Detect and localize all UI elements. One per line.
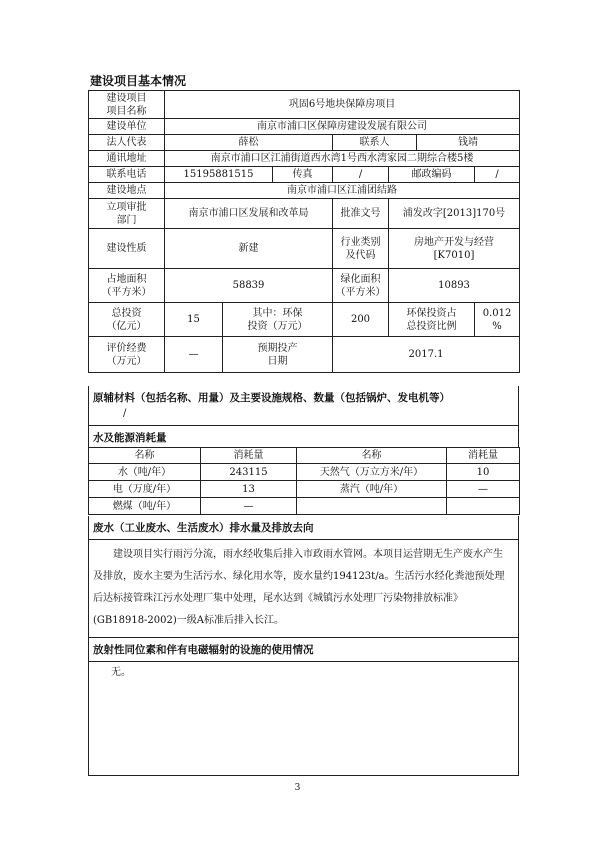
value-project-name: 巩固6号地块保障房项目 (165, 91, 520, 119)
materials-heading: 原辅材料（包括名称、用量）及主要设施规格、数量（包括锅炉、发电机等） (93, 392, 450, 404)
label-contact: 联系人 (333, 135, 417, 151)
wastewater-block (88, 516, 519, 638)
value-approval-dept: 南京市浦口区发展和改革局 (165, 199, 333, 229)
value-legal: 薛松 (165, 135, 333, 151)
energy-heading-row (88, 426, 519, 448)
value-green-area: 10893 (389, 269, 520, 303)
label-phone: 联系电话 (89, 167, 165, 183)
label-env-ratio: 环保投资占 总投资比例 (389, 303, 475, 337)
value-site: 南京市浦口区江浦团结路 (165, 183, 520, 199)
label-nature: 建设性质 (89, 229, 165, 269)
energy-heading: 水及能源消耗量 (93, 432, 167, 444)
energy-table (88, 447, 520, 515)
energy-value: 243115 (201, 464, 297, 481)
energy-name (297, 498, 447, 515)
label-green-area: 绿化面积 （平方米） (333, 269, 389, 303)
energy-col-use-1: 消耗量 (201, 448, 297, 464)
value-postcode: / (475, 167, 520, 183)
energy-value: 13 (201, 481, 297, 498)
energy-col-use-2: 消耗量 (447, 448, 520, 464)
basic-info-table (88, 90, 520, 373)
energy-name: 电（万度/年） (89, 481, 201, 498)
radiation-block (88, 638, 519, 776)
value-eval-fee: — (165, 337, 223, 373)
value-nature: 新建 (165, 229, 333, 269)
section-title: 建设项目基本情况 (90, 74, 187, 88)
label-postcode: 邮政编码 (389, 167, 475, 183)
page-number: 3 (294, 783, 301, 793)
value-fax: / (333, 167, 389, 183)
materials-block (88, 386, 519, 426)
value-approval-no: 浦发改字[2013]170号 (389, 199, 520, 229)
label-unit: 建设单位 (89, 119, 165, 135)
label-site: 建设地点 (89, 183, 165, 199)
energy-value: 10 (447, 464, 520, 481)
energy-name: 蒸汽（吨/年） (297, 481, 447, 498)
label-legal: 法人代表 (89, 135, 165, 151)
label-fax: 传真 (273, 167, 333, 183)
value-env-investment: 200 (333, 303, 389, 337)
label-project-name: 建设项目 项目名称 (89, 91, 165, 119)
value-total-investment: 15 (165, 303, 223, 337)
energy-value: — (447, 481, 520, 498)
wastewater-text: 建设项目实行雨污分流，雨水经收集后排入市政雨水管网。本项目运营期无生产废水产生及排放，废水主要为生活污水、绿化用水等，废水量约194123t/a。生活污水经化粪池预处理后达标接管珠江污水处理厂集中处理，尾水达到《城镇污水处理厂污染物排放标准》(GB18918-2002)一级A标准后排入长江。 (93, 549, 505, 626)
label-address: 通讯地址 (89, 151, 165, 167)
energy-name: 燃煤（吨/年） (89, 498, 201, 515)
label-env-investment: 其中：环保 投资（万元） (223, 303, 333, 337)
energy-col-name-2: 名称 (297, 448, 447, 464)
materials-value: / (123, 408, 127, 419)
energy-value: — (201, 498, 297, 515)
value-industry: 房地产开发与经营 [K7010] (389, 229, 520, 269)
value-unit: 南京市浦口区保障房建设发展有限公司 (165, 119, 520, 135)
label-eval-fee: 评价经费 （万元） (89, 337, 165, 373)
label-approval-dept: 立项审批 部门 (89, 199, 165, 229)
value-land-area: 58839 (165, 269, 333, 303)
energy-name: 水（吨/年） (89, 464, 201, 481)
energy-name: 天然气（万立方米/年） (297, 464, 447, 481)
value-production-date: 2017.1 (333, 337, 520, 373)
wastewater-heading: 废水（工业废水、生活废水）排水量及排放去向 (89, 516, 518, 540)
radiation-value: 无。 (111, 667, 131, 678)
label-total-investment: 总投资 （亿元） (89, 303, 165, 337)
value-contact: 钱靖 (417, 135, 520, 151)
radiation-heading: 放射性同位素和伴有电磁辐射的设施的使用情况 (89, 638, 518, 662)
label-production-date: 预期投产 日期 (223, 337, 333, 373)
label-approval-no: 批准文号 (333, 199, 389, 229)
energy-col-name-1: 名称 (89, 448, 201, 464)
value-phone: 15195881515 (165, 167, 273, 183)
label-industry: 行业类别 及代码 (333, 229, 389, 269)
value-env-ratio: 0.012 % (475, 303, 520, 337)
label-land-area: 占地面积 （平方米） (89, 269, 165, 303)
value-address: 南京市浦口区江浦街道西水湾1号西水湾家园二期综合楼5楼 (165, 151, 520, 167)
energy-value (447, 498, 520, 515)
